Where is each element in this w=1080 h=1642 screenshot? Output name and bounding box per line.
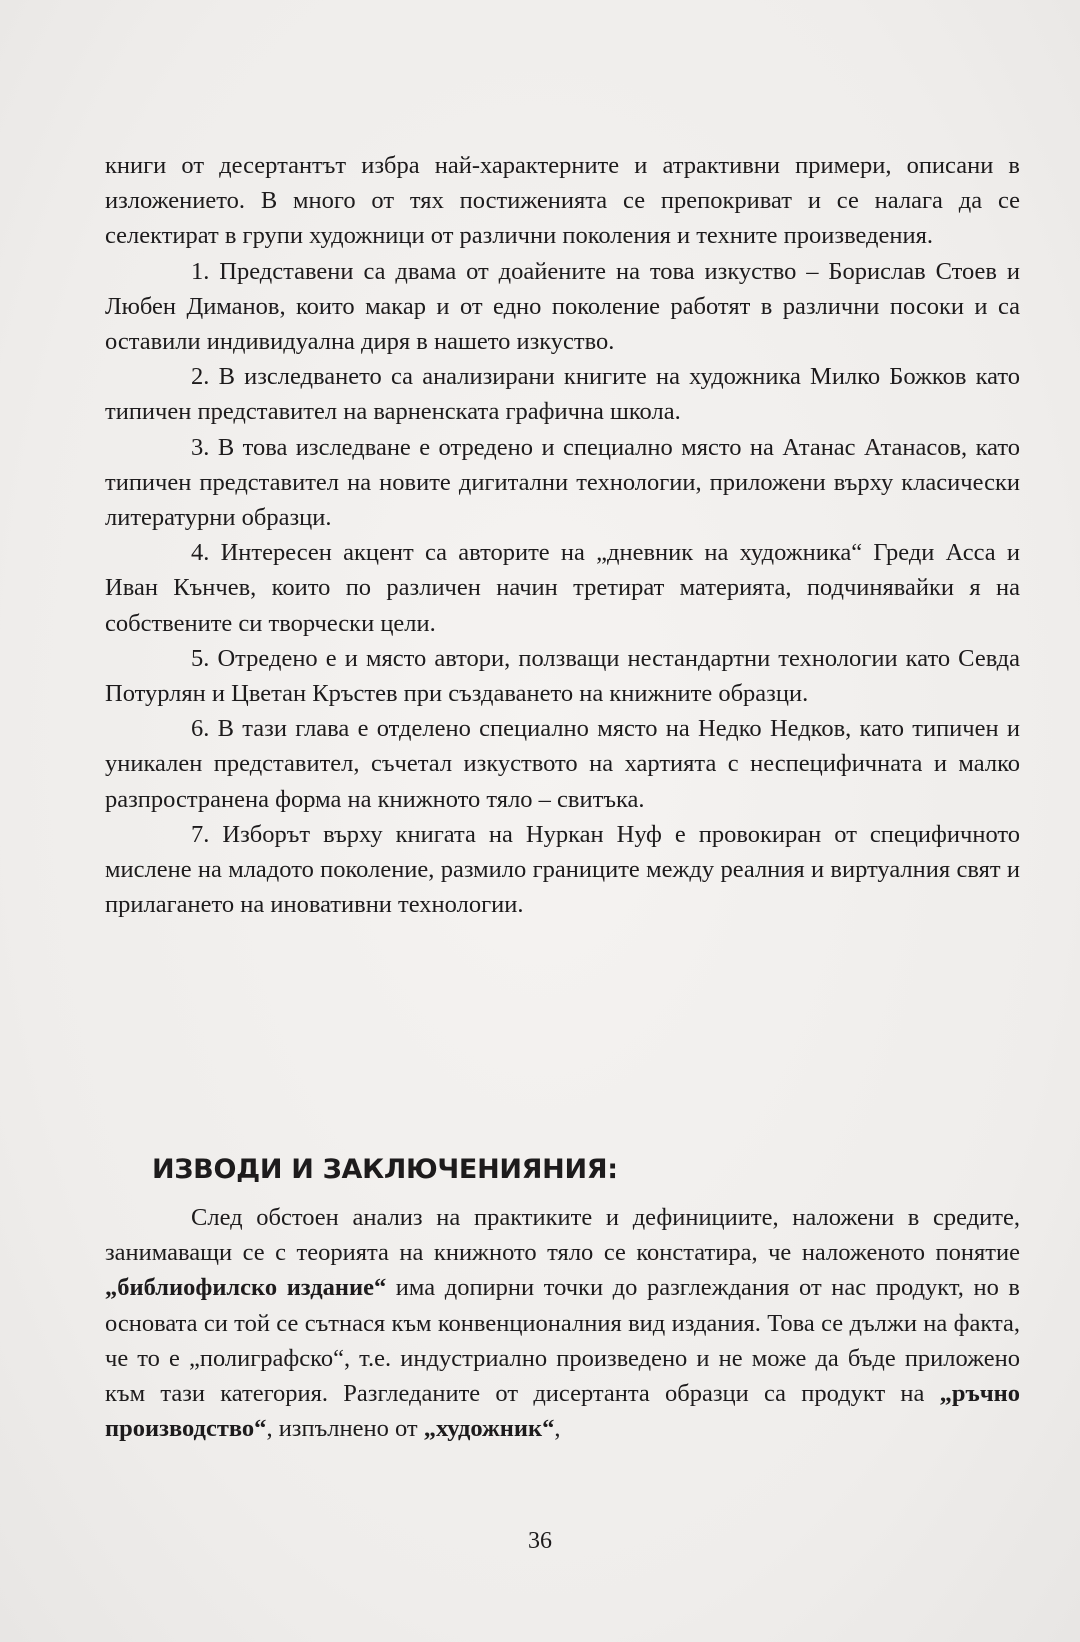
paragraph-item-4: 4. Интересен акцент са авторите на „дневник на художника“ Греди Асса и Иван Кънчев, които по различен начин третират материята, подчинявайки я на собствените си творчески цели. <box>105 539 1020 637</box>
section-heading: ИЗВОДИ И ЗАКЛЮЧЕНИЯНИЯ: <box>152 1154 618 1185</box>
conclusion-text-4: , <box>554 1415 561 1443</box>
bold-term-artist: „художник“ <box>423 1415 555 1443</box>
bold-term-bibliophile-edition: „библиофилско издание“ <box>105 1274 387 1302</box>
page-number: 36 <box>528 1528 552 1554</box>
conclusion-text-2: има допирни точки до разглеждания от нас продукт, но в основата си той се сътнася към конвенционалния вид издания. Това се дължи на факта, че то е „полиграфско“, т.е. индустриално произведено и не може да бъде приложено към тази категория. Разгледаните от дисертанта образци са продукт на <box>105 1274 1020 1408</box>
paragraph-item-1: 1. Представени са двама от доайените на това изкуство – Борислав Стоев и Любен Диманов, които макар и от едно поколение работят в различни посоки и са оставили индивидуална диря в нашето изкуство. <box>105 257 1020 356</box>
paragraph-item-6: 6. В тази глава е отделено специално място на Недко Недков, като типичен и уникален представител, съчетал изкуството на хартията с неспецифичната и малко разпространена форма на книжното тяло – свитъка. <box>105 715 1020 813</box>
body-text-conclusion <box>105 1200 1020 1446</box>
paragraph-intro: книги от десертантът избра най-характерните и атрактивни примери, описани в изложението. В много от тях постиженията се препокриват и се налага да се селектират в групи художници от различни поколения и техните произведения. <box>105 152 1020 250</box>
paragraph-item-2: 2. В изследването са анализирани книгите на художника Милко Божков като типичен представител на варненската графична школа. <box>105 363 1020 426</box>
paragraph-item-7: 7. Изборът върху книгата на Нуркан Нуф е провокиран от специфичното мислене на младото поколение, размило границите между реалния и виртуалния свят и прилагането на иновативни технологии. <box>105 820 1020 919</box>
paragraph-item-5: 5. Отредено е и място автори, ползващи нестандартни технологии като Севда Потурлян и Цветан Кръстев при създаването на книжните образци. <box>105 644 1020 708</box>
bold-term-handmade-production: „ръчно производство“ <box>105 1380 1020 1443</box>
conclusion-text-1: След обстоен анализ на практиките и дефинициите, наложени в средите, занимаващи се с теорията на книжното тяло се констатира, че наложеното понятие <box>105 1204 1020 1267</box>
paragraph-conclusion <box>105 1200 1020 1446</box>
paragraph-item-3: 3. В това изследване е отредено и специално място на Атанас Атанасов, като типичен представител на новите дигитални технологии, приложени върху класически литературни образци. <box>105 433 1020 532</box>
conclusion-text-3: , изпълнено от <box>266 1415 424 1443</box>
body-text-top <box>105 148 1020 922</box>
